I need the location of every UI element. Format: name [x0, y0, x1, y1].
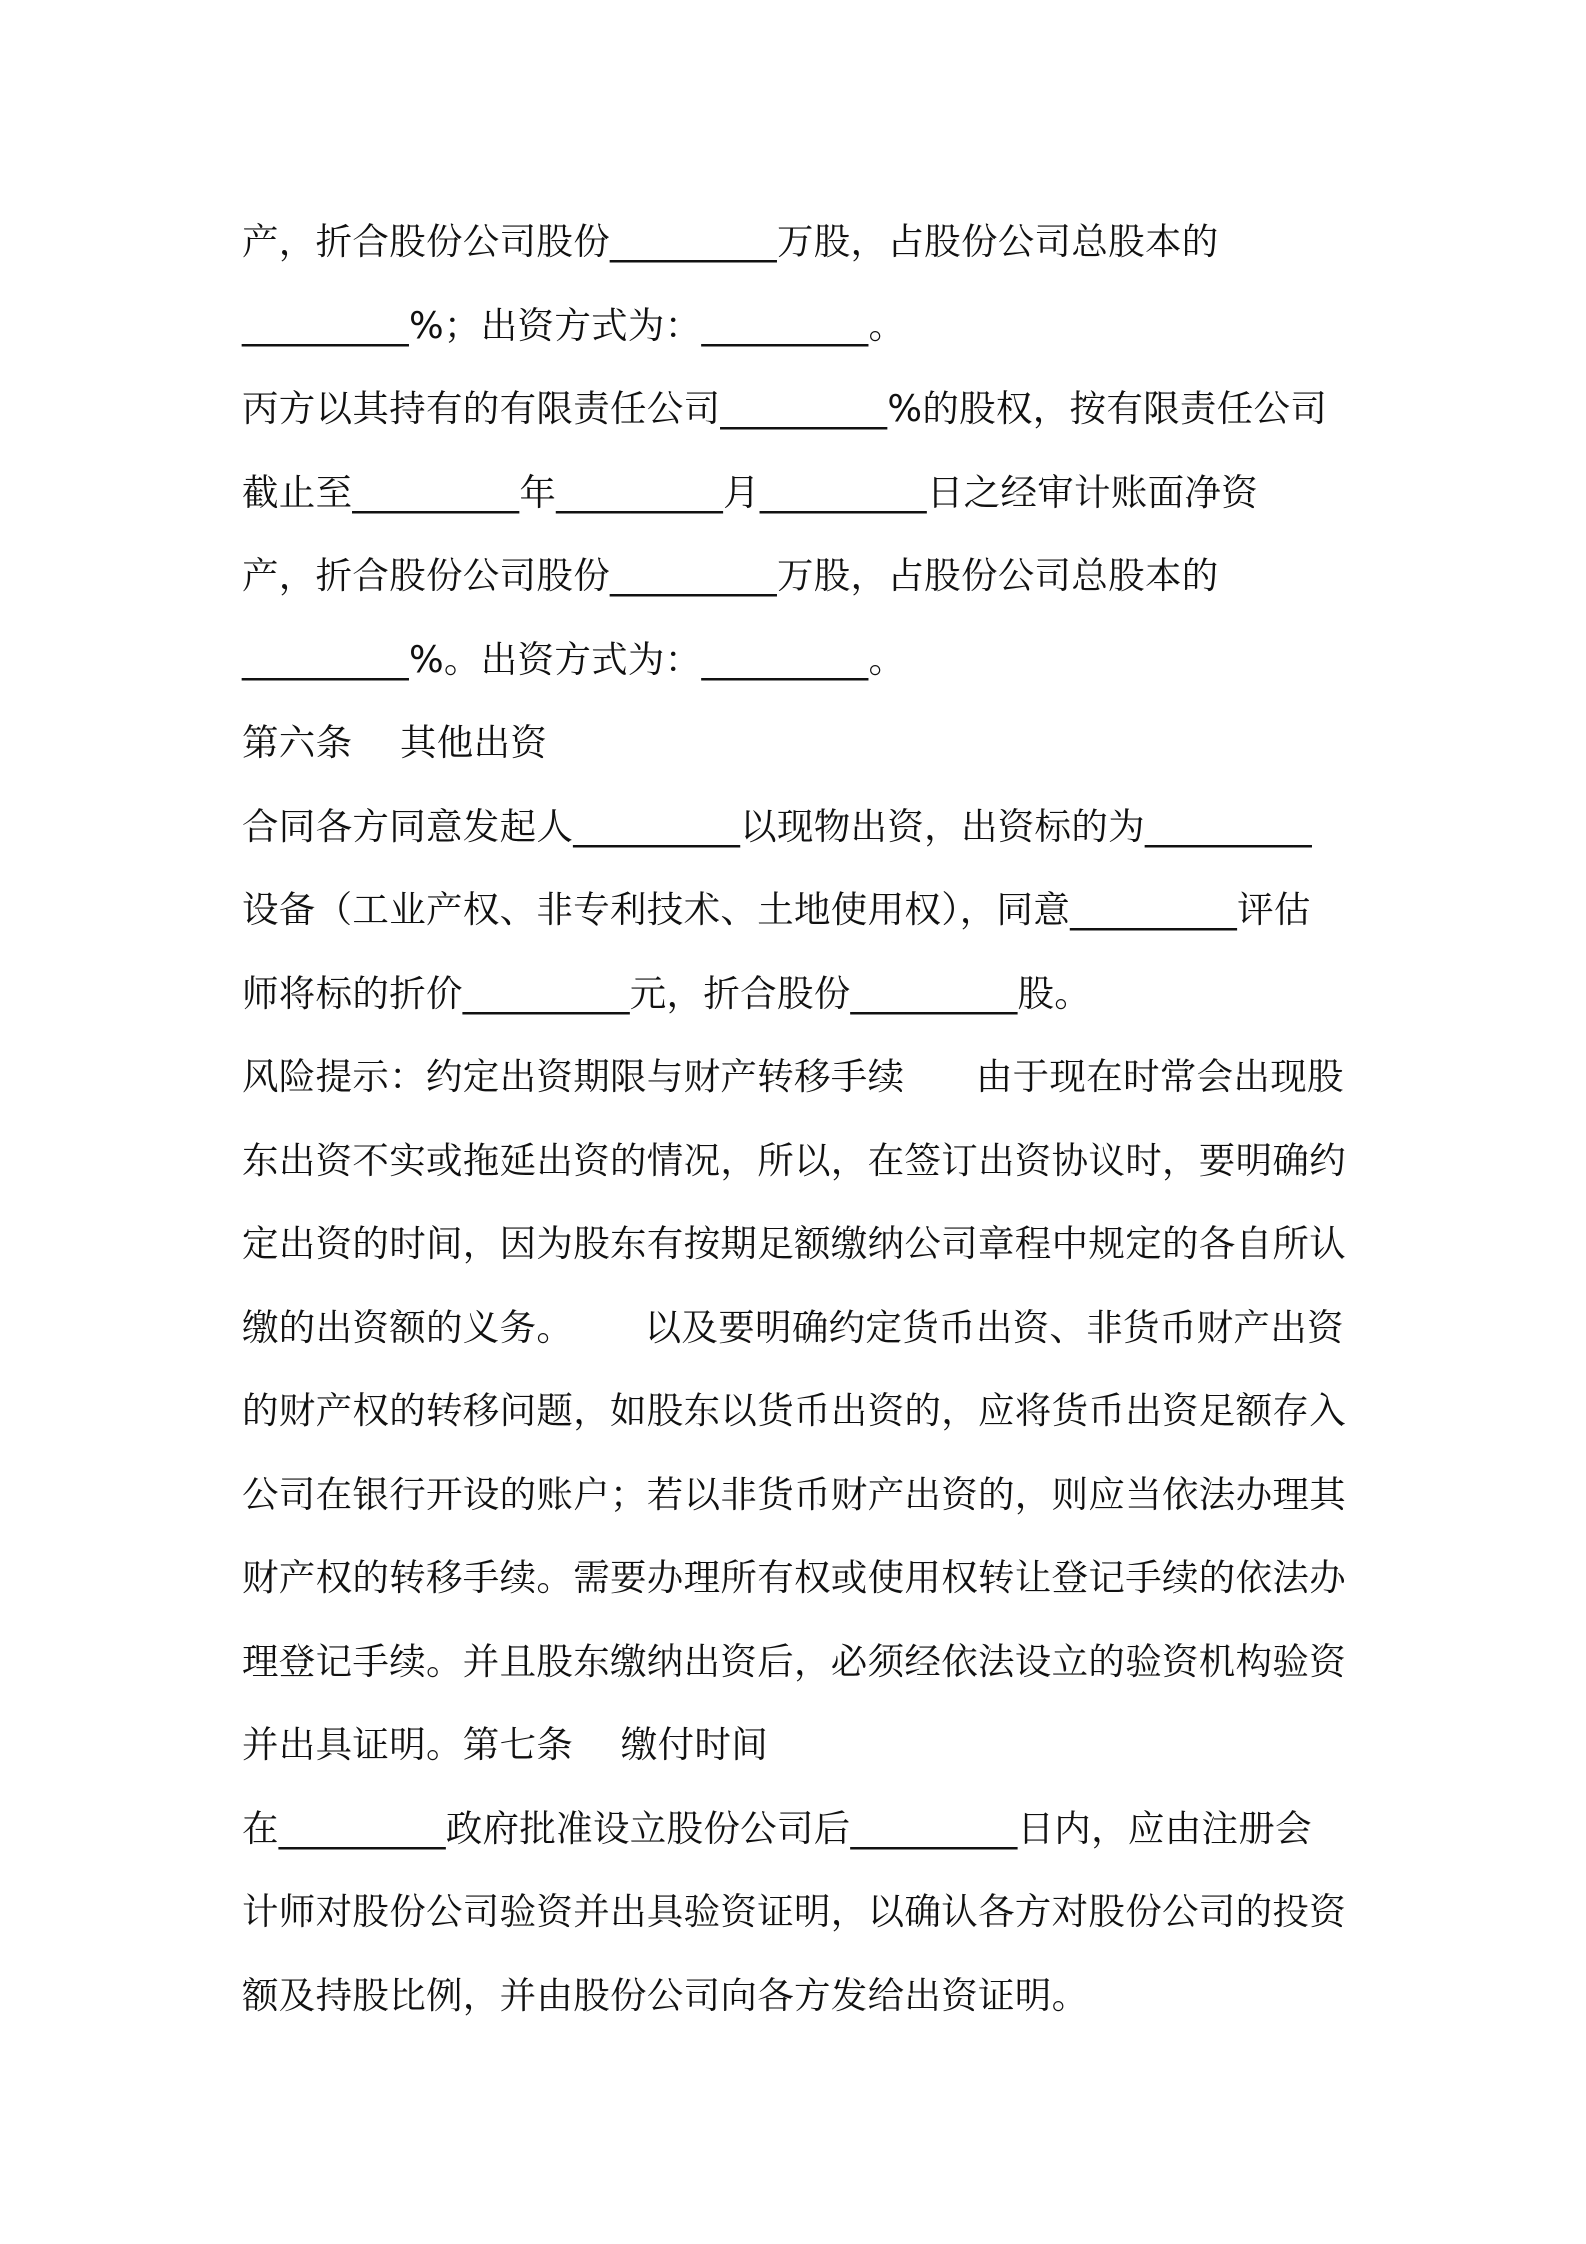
text-line: 计师对股份公司验资并出具验资证明，以确认各方对股份公司的投资	[242, 1890, 1346, 1933]
text-line: 产，折合股份公司股份_________万股，占股份公司总股本的	[242, 554, 1219, 597]
text-line: 截止至_________年_________月_________日之经审计账面净资	[242, 470, 1259, 514]
text-line: _________%。出资方式为：_________。	[242, 637, 906, 681]
text-line: 定出资的时间，因为股东有按期足额缴纳公司章程中规定的各自所认	[242, 1222, 1346, 1265]
text-line: 的财产权的转移问题，如股东以货币出资的，应将货币出资足额存入	[242, 1389, 1346, 1432]
text-line: 缴的出资额的义务。 以及要明确约定货币出资、非货币财产出资	[242, 1305, 1344, 1349]
text-line: 东出资不实或拖延出资的情况，所以，在签订出资协议时，要明确约	[242, 1138, 1346, 1182]
article-six-heading: 第六条 其他出资	[242, 721, 548, 764]
text-line: 设备（工业产权、非专利技术、土地使用权），同意_________评估	[242, 888, 1311, 931]
text-line: 师将标的折价_________元，折合股份_________股。	[242, 971, 1092, 1015]
risk-notice-line: 风险提示：约定出资期限与财产转移手续 由于现在时常会出现股	[242, 1055, 1344, 1098]
text-line: _________%；出资方式为：_________。	[242, 303, 906, 347]
text-line: 公司在银行开设的账户；若以非货币财产出资的，则应当依法办理其	[242, 1472, 1346, 1516]
text-line: 财产权的转移手续。需要办理所有权或使用权转让登记手续的依法办	[242, 1556, 1346, 1599]
text-line: 丙方以其持有的有限责任公司_________%的股权，按有限责任公司	[242, 387, 1328, 430]
text-line: 合同各方同意发起人_________以现物出资，出资标的为_________	[242, 804, 1312, 848]
contract-text	[242, 200, 1362, 2037]
article-seven-line: 并出具证明。第七条 缴付时间	[242, 1723, 769, 1766]
text-line: 在_________政府批准设立股份公司后_________日内，应由注册会	[242, 1806, 1312, 1850]
text-line: 额及持股比例，并由股份公司向各方发给出资证明。	[242, 1973, 1089, 2017]
text-line: 理登记手续。并且股东缴纳出资后，必须经依法设立的验资机构验资	[242, 1639, 1346, 1683]
text-line: 产，折合股份公司股份_________万股，占股份公司总股本的	[242, 220, 1219, 263]
